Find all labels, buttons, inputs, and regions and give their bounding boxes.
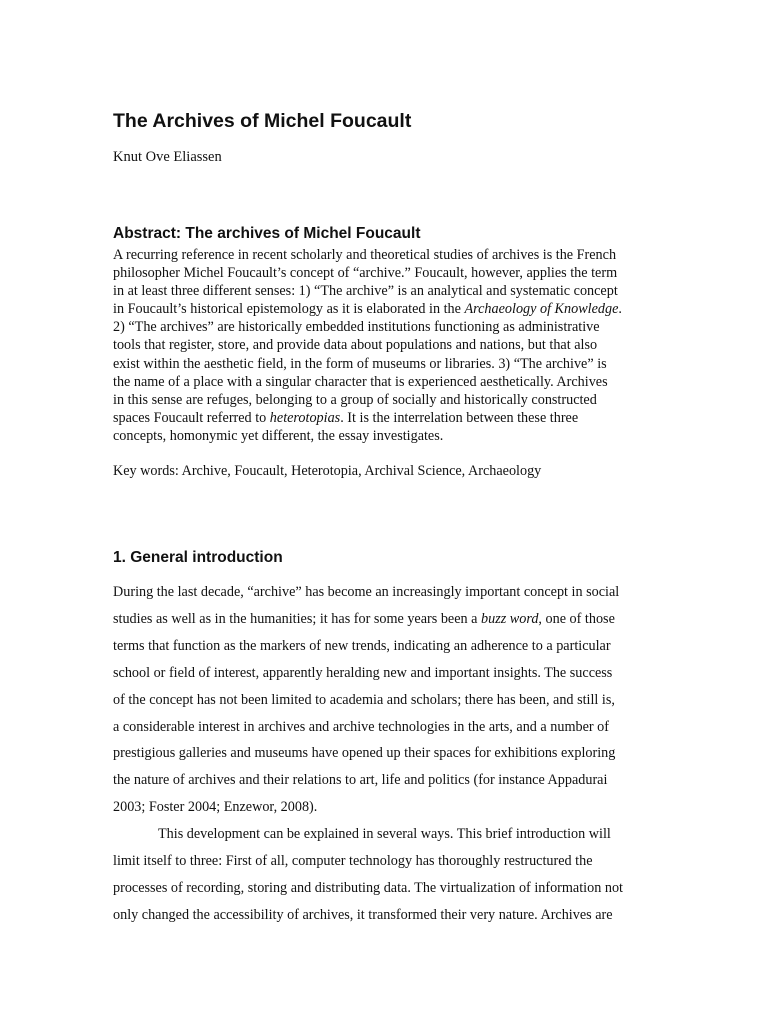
body-line — [113, 740, 658, 767]
text-run: spaces Foucault referred to — [113, 409, 270, 426]
body-line — [113, 767, 658, 794]
abstract-line — [113, 318, 658, 336]
abstract-line — [113, 246, 658, 264]
text-run: the nature of archives and their relations to art, life and politics (for instance Appadurai — [113, 772, 608, 789]
body-line — [113, 794, 658, 821]
text-run: . It is the interrelation between these three — [340, 409, 579, 426]
text-run: . — [618, 301, 622, 318]
text-run: terms that function as the markers of new trends, indicating an adherence to a particular — [113, 637, 611, 654]
abstract-line — [113, 409, 658, 427]
text-run: 2003; Foster 2004; Enzewor, 2008). — [113, 799, 318, 816]
body-line — [113, 687, 658, 714]
text-run: the name of a place with a singular character that is experienced aesthetically. Archives — [113, 373, 608, 390]
text-run: prestigious galleries and museums have opened up their spaces for exhibitions exploring — [113, 745, 616, 762]
abstract-line — [113, 391, 658, 409]
text-run: concepts, homonymic yet different, the essay investigates. — [113, 427, 444, 444]
text-run: philosopher Michel Foucault’s concept of “archive.” Foucault, however, applies the term — [113, 265, 618, 282]
body-line — [113, 902, 658, 929]
italic-book-title: Archaeology of Knowledge — [464, 301, 619, 318]
text-run: school or field of interest, apparently heralding new and important insights. The success — [113, 664, 613, 681]
body-line — [113, 848, 658, 875]
body-line — [113, 660, 658, 687]
abstract-line — [113, 427, 658, 445]
body-line — [113, 579, 658, 606]
text-run: During the last decade, “archive” has become an increasingly important concept in social — [113, 584, 620, 600]
italic-term: buzz word — [481, 610, 539, 627]
text-run: a considerable interest in archives and archive technologies in the arts, and a number of — [113, 718, 609, 735]
body-line — [113, 714, 658, 741]
section-heading: 1. General introduction — [113, 549, 283, 566]
italic-term: heterotopias — [269, 409, 341, 426]
abstract-line — [113, 264, 658, 282]
author-name: Knut Ove Eliassen — [113, 149, 222, 165]
abstract-paragraph — [113, 246, 658, 445]
abstract-line — [113, 282, 658, 300]
text-run: limit itself to three: First of all, computer technology has thoroughly restructured the — [113, 853, 593, 870]
section-paragraph — [113, 579, 658, 929]
text-run: , one of those — [538, 610, 615, 627]
text-run: This development can be explained in several ways. This brief introduction will — [158, 826, 611, 843]
text-run: exist within the aesthetic field, in the form of museums or libraries. 3) “The archive” is — [113, 355, 607, 372]
abstract-line — [113, 355, 658, 373]
text-run: in Foucault’s historical epistemology as it is elaborated in the — [113, 301, 465, 318]
keywords-line: Key words: Archive, Foucault, Heterotopia, Archival Science, Archaeology — [113, 463, 542, 479]
body-line — [113, 606, 658, 633]
abstract-heading: Abstract: The archives of Michel Foucault — [113, 225, 421, 242]
abstract-line — [113, 336, 658, 354]
text-run: in this sense are refuges, belonging to a group of socially and historically constructed — [113, 391, 597, 408]
body-line — [113, 875, 658, 902]
body-line-indented — [113, 821, 658, 848]
page-title: The Archives of Michel Foucault — [113, 110, 412, 132]
body-line — [113, 633, 658, 660]
text-run: studies as well as in the humanities; it has for some years been a — [113, 610, 481, 627]
abstract-line — [113, 373, 658, 391]
text-run: in at least three different senses: 1) “The archive” is an analytical and systematic concept — [113, 283, 618, 300]
text-run: 2) “The archives” are historically embedded institutions functioning as administrative — [113, 319, 600, 336]
text-run: only changed the accessibility of archives, it transformed their very nature. Archives are — [113, 906, 613, 923]
text-run: A recurring reference in recent scholarly and theoretical studies of archives is the French — [113, 247, 617, 263]
abstract-line — [113, 300, 658, 318]
text-run: processes of recording, storing and distributing data. The virtualization of information not — [113, 879, 623, 896]
text-run: of the concept has not been limited to academia and scholars; there has been, and still is, — [113, 691, 615, 708]
text-run: tools that register, store, and provide data about populations and nations, but that also — [113, 337, 598, 354]
